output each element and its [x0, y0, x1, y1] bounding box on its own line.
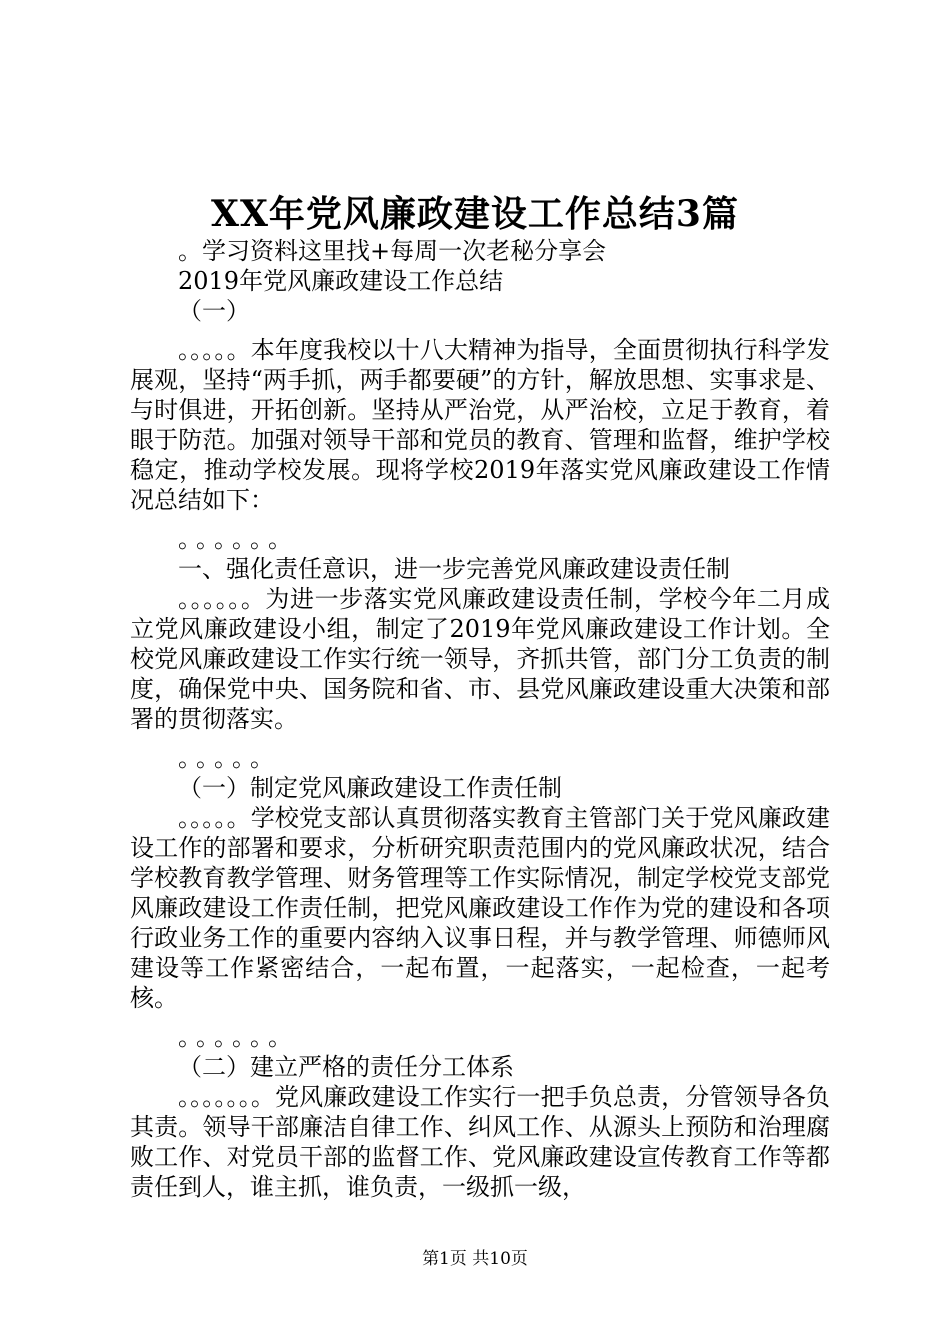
document-body [130, 236, 830, 1202]
page-number: 第1页 共10页 [422, 1249, 528, 1269]
section-heading-1: 一、强化责任意识，进一步完善党风廉政建设责任制 [178, 555, 730, 583]
subtitle: 2019年党风廉政建设工作总结 [178, 267, 504, 295]
dot-separator: 。。。。。。 [178, 1023, 298, 1051]
subsection-heading-2: （二）建立严格的责任分工体系 [178, 1053, 514, 1081]
subsection-heading-1: （一）制定党风廉政建设工作责任制 [178, 774, 562, 802]
paragraph-intro: 。。。。。本年度我校以十八大精神为指导，全面贯彻执行科学发展观，坚持“两手抓，两手都要硬”的方针，解放思想、实事求是、与时俱进，开拓创新。坚持从严治党，从严治校，立足于教育，着眼于防范。加强对领导干部和党员的教育、管理和监督，维护学校稳定，推动学校发展。现将学校2019年落实党风廉政建设工作情况总结如下： [130, 336, 830, 514]
promo-line: 。学习资料这里找+每周一次老秘分享会 [178, 237, 607, 265]
section-marker: （一） [178, 297, 250, 325]
paragraph-division: 。。。。。。。党风廉政建设工作实行一把手负总责，分管领导各负其责。领导干部廉洁自律工作、纠风工作、从源头上预防和治理腐败工作、对党员干部的监督工作、党风廉政建设宣传教育工作等都责任到人，谁主抓，谁负责，一级抓一级， [130, 1083, 830, 1201]
dot-separator: 。。。。。 [178, 744, 280, 772]
document-title: XX年党风廉政建设工作总结3篇 [211, 193, 739, 235]
paragraph-responsibility: 。。。。。。为进一步落实党风廉政建设责任制，学校今年二月成立党风廉政建设小组，制定了2019年党风廉政建设工作计划。全校党风廉政建设工作实行统一领导，齐抓共管，部门分工负责的制度，确保党中央、国务院和省、市、县党风廉政建设重大决策和部署的贯彻落实。 [130, 585, 830, 733]
paragraph-system: 。。。。。学校党支部认真贯彻落实教育主管部门关于党风廉政建设工作的部署和要求，分析研究职责范围内的党风廉政状况，结合学校教育教学管理、财务管理等工作实际情况，制定学校党支部党风廉政建设工作责任制，把党风廉政建设工作作为党的建设和各项行政业务工作的重要内容纳入议事日程，并与教学管理、师德师风建设等工作紧密结合，一起布置，一起落实，一起检查，一起考核。 [130, 804, 830, 1012]
dot-separator: 。。。。。。 [178, 525, 298, 553]
